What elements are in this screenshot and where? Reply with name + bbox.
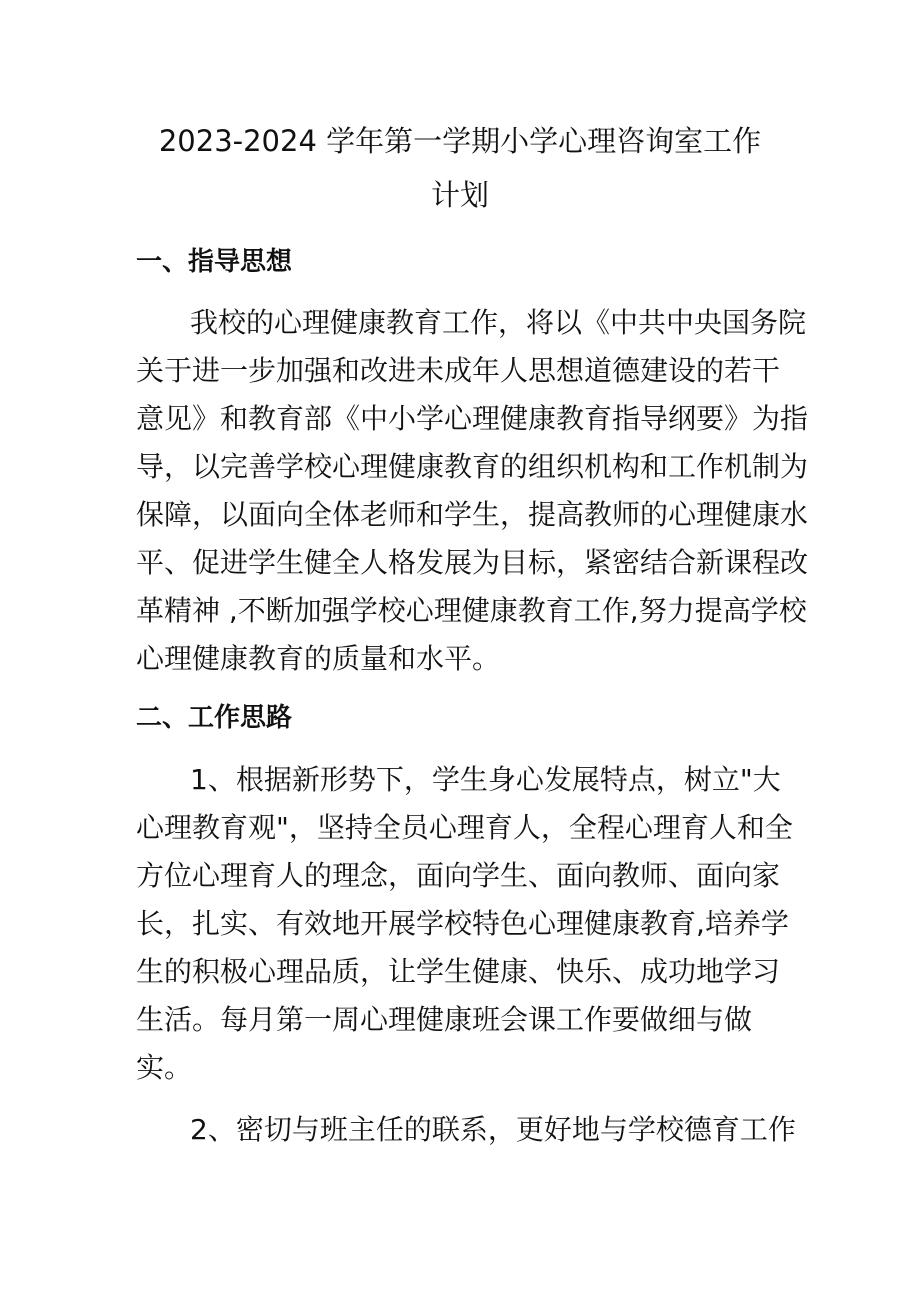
body-line: 心理健康教育的质量和水平。 — [136, 642, 501, 675]
document-title-line-2: 计划 — [430, 178, 489, 212]
body-line: 1、根据新形势下，学生身心发展特点，树立"大 — [190, 763, 781, 796]
document-title-line-1: 2023-2024 学年第一学期小学心理咨询室工作 — [158, 124, 762, 158]
body-line: 我校的心理健康教育工作，将以《中共中央国务院 — [190, 306, 807, 339]
section-heading-work-approach: 二、工作思路 — [136, 703, 293, 733]
body-line: 方位心理育人的理念，面向学生、面向教师、面向家 — [136, 859, 781, 892]
body-line: 心理教育观"，坚持全员心理育人，全程心理育人和全 — [136, 811, 793, 844]
body-line: 2、密切与班主任的联系，更好地与学校德育工作 — [190, 1113, 796, 1146]
body-line: 意见》和教育部《中小学心理健康教育指导纲要》为指 — [136, 402, 809, 435]
body-line: 生活。每月第一周心理健康班会课工作要做细与做 — [136, 1003, 753, 1036]
body-line: 生的积极心理品质，让学生健康、快乐、成功地学习 — [136, 955, 781, 988]
body-line: 平、促进学生健全人格发展为目标，紧密结合新课程改 — [136, 546, 809, 579]
section-heading-guiding-ideology: 一、指导思想 — [136, 247, 293, 277]
body-line: 长，扎实、有效地开展学校特色心理健康教育,培养学 — [136, 907, 789, 940]
body-line: 关于进一步加强和改进未成年人思想道德建设的若干 — [136, 354, 781, 387]
body-line: 保障，以面向全体老师和学生，提高教师的心理健康水 — [136, 498, 809, 531]
body-line: 实。 — [136, 1051, 193, 1084]
body-line: 导，以完善学校心理健康教育的组织机构和工作机制为 — [136, 450, 809, 483]
body-line: 革精神 ,不断加强学校心理健康教育工作,努力提高学校 — [136, 594, 807, 627]
